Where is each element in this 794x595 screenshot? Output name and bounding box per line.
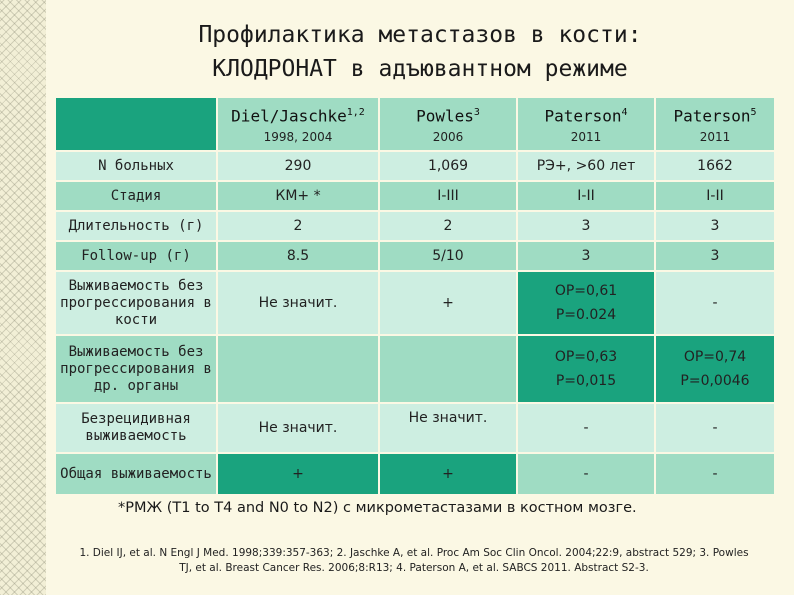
table-cell: 1662 bbox=[656, 152, 776, 182]
table-row bbox=[56, 152, 776, 182]
table-cell: 2 bbox=[380, 212, 518, 242]
table-row bbox=[56, 336, 776, 404]
table-cell: Не значит. bbox=[380, 404, 518, 454]
table-cell: I-II bbox=[518, 182, 656, 212]
column-header bbox=[656, 98, 776, 152]
table-row bbox=[56, 272, 776, 336]
reference-line-1: 1. Diel IJ, et al. N Engl J Med. 1998;339:357-363; 2. Jaschke A, et al. Proc Am Soc Clin Oncol. 2004;22:9, abstract 529; 3. Powles bbox=[79, 547, 749, 559]
column-ref: 5 bbox=[750, 107, 757, 119]
table-cell: 3 bbox=[656, 212, 776, 242]
table-cell bbox=[218, 336, 380, 404]
table-cell-highlight: + bbox=[218, 454, 380, 496]
column-ref: 4 bbox=[621, 107, 628, 119]
table-cell: КМ+ * bbox=[218, 182, 380, 212]
table-cell: - bbox=[518, 454, 656, 496]
table-cell: 3 bbox=[518, 212, 656, 242]
title-line-2: КЛОДРОНАТ в адъювантном режиме bbox=[212, 56, 628, 82]
table-cell-highlight: ОР=0,74 Р=0,0046 bbox=[656, 336, 776, 404]
table-cell: Не значит. bbox=[218, 404, 380, 454]
table-cell: + bbox=[380, 272, 518, 336]
column-header bbox=[218, 98, 380, 152]
decorative-side-pattern bbox=[0, 0, 46, 595]
table-cell: 290 bbox=[218, 152, 380, 182]
references bbox=[40, 546, 788, 576]
row-label: N больных bbox=[56, 152, 218, 182]
column-name: Paterson bbox=[544, 106, 622, 126]
column-header bbox=[380, 98, 518, 152]
row-label: Длительность (г) bbox=[56, 212, 218, 242]
footnote: *РМЖ (T1 to T4 and N0 to N2) с микрометастазами в костном мозге. bbox=[118, 500, 637, 516]
table-cell bbox=[380, 336, 518, 404]
row-label: Выживаемость без прогрессирования в др. органы bbox=[56, 336, 218, 404]
row-label: Безрецидивная выживаемость bbox=[56, 404, 218, 454]
table-header-row bbox=[56, 98, 776, 152]
column-name: Paterson bbox=[673, 106, 751, 126]
table-cell: - bbox=[656, 404, 776, 454]
table-row bbox=[56, 182, 776, 212]
row-label: Стадия bbox=[56, 182, 218, 212]
table-cell: 2 bbox=[218, 212, 380, 242]
table-cell: 1,069 bbox=[380, 152, 518, 182]
table-row bbox=[56, 212, 776, 242]
table-cell-highlight: + bbox=[380, 454, 518, 496]
table-cell: 8.5 bbox=[218, 242, 380, 272]
table-cell: Не значит. bbox=[218, 272, 380, 336]
table-cell: 5/10 bbox=[380, 242, 518, 272]
title-line-1: Профилактика метастазов в кости: bbox=[198, 22, 642, 48]
column-name: Diel/Jaschke bbox=[231, 106, 347, 126]
row-label: Выживаемость без прогрессирования в кости bbox=[56, 272, 218, 336]
table-cell: - bbox=[656, 272, 776, 336]
reference-line-2: TJ, et al. Breast Cancer Res. 2006;8:R13; 4. Paterson A, et al. SABCS 2011. Abstract S2-3. bbox=[179, 562, 649, 574]
row-label: Follow-up (г) bbox=[56, 242, 218, 272]
table-cell: I-II bbox=[656, 182, 776, 212]
table-cell: - bbox=[518, 404, 656, 454]
table-cell: 3 bbox=[518, 242, 656, 272]
column-header bbox=[518, 98, 656, 152]
column-ref: 1,2 bbox=[346, 107, 365, 119]
table-row bbox=[56, 454, 776, 496]
table-cell: I-III bbox=[380, 182, 518, 212]
column-years: 1998, 2004 bbox=[263, 129, 333, 144]
table-cell: - bbox=[656, 454, 776, 496]
column-name: Powles bbox=[416, 106, 474, 126]
column-ref: 3 bbox=[473, 107, 480, 119]
table-row bbox=[56, 242, 776, 272]
page-title bbox=[100, 18, 740, 86]
comparison-table bbox=[56, 98, 776, 496]
table-cell-highlight: ОР=0,61 Р=0.024 bbox=[518, 272, 656, 336]
column-years: 2011 bbox=[570, 129, 602, 144]
table-cell: РЭ+, >60 лет bbox=[518, 152, 656, 182]
column-years: 2011 bbox=[699, 129, 731, 144]
row-label: Общая выживаемость bbox=[56, 454, 218, 496]
table-row bbox=[56, 404, 776, 454]
header-empty-cell bbox=[56, 98, 218, 152]
column-years: 2006 bbox=[432, 129, 464, 144]
table-cell: 3 bbox=[656, 242, 776, 272]
table-cell-highlight: ОР=0,63 Р=0,015 bbox=[518, 336, 656, 404]
